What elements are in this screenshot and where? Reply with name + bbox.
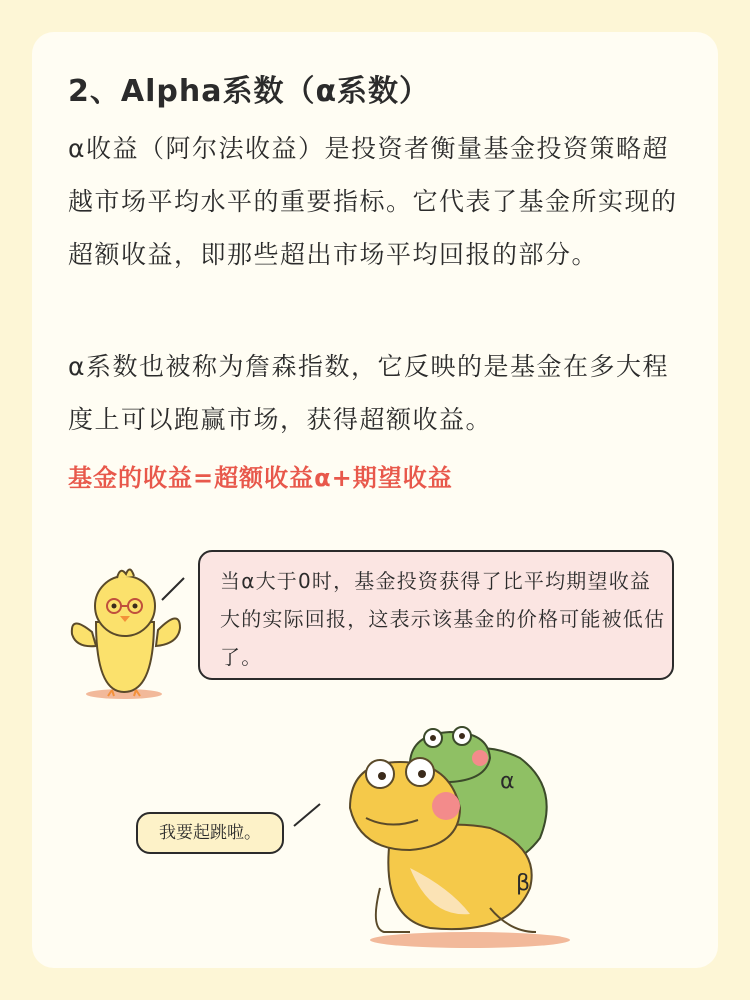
jensen-index-paragraph: α系数也被称为詹森指数，它反映的是基金在多大程度上可以跑赢市场，获得超额收益。 (68, 352, 669, 434)
formula-text: 基金的收益=超额收益α+期望收益 (68, 464, 453, 492)
alpha-label: α (500, 769, 515, 794)
beta-label: β (516, 871, 531, 896)
section-heading: 2、Alpha系数（α系数） (68, 74, 431, 109)
frog-speech-mark (290, 800, 324, 830)
chick-speech-bubble: 当α大于0时，基金投资获得了比平均期望收益大的实际回报，这表示该基金的价格可能被低估了。 (198, 550, 674, 680)
chick-speech-mark (158, 574, 188, 604)
frog-speech-bubble: 我要起跳啦。 (136, 812, 284, 854)
alpha-definition-paragraph: α收益（阿尔法收益）是投资者衡量基金投资策略超越市场平均水平的重要指标。它代表了基金所实现的超额收益，即那些超出市场平均回报的部分。 (68, 134, 678, 269)
frogs-illustration (340, 718, 580, 950)
